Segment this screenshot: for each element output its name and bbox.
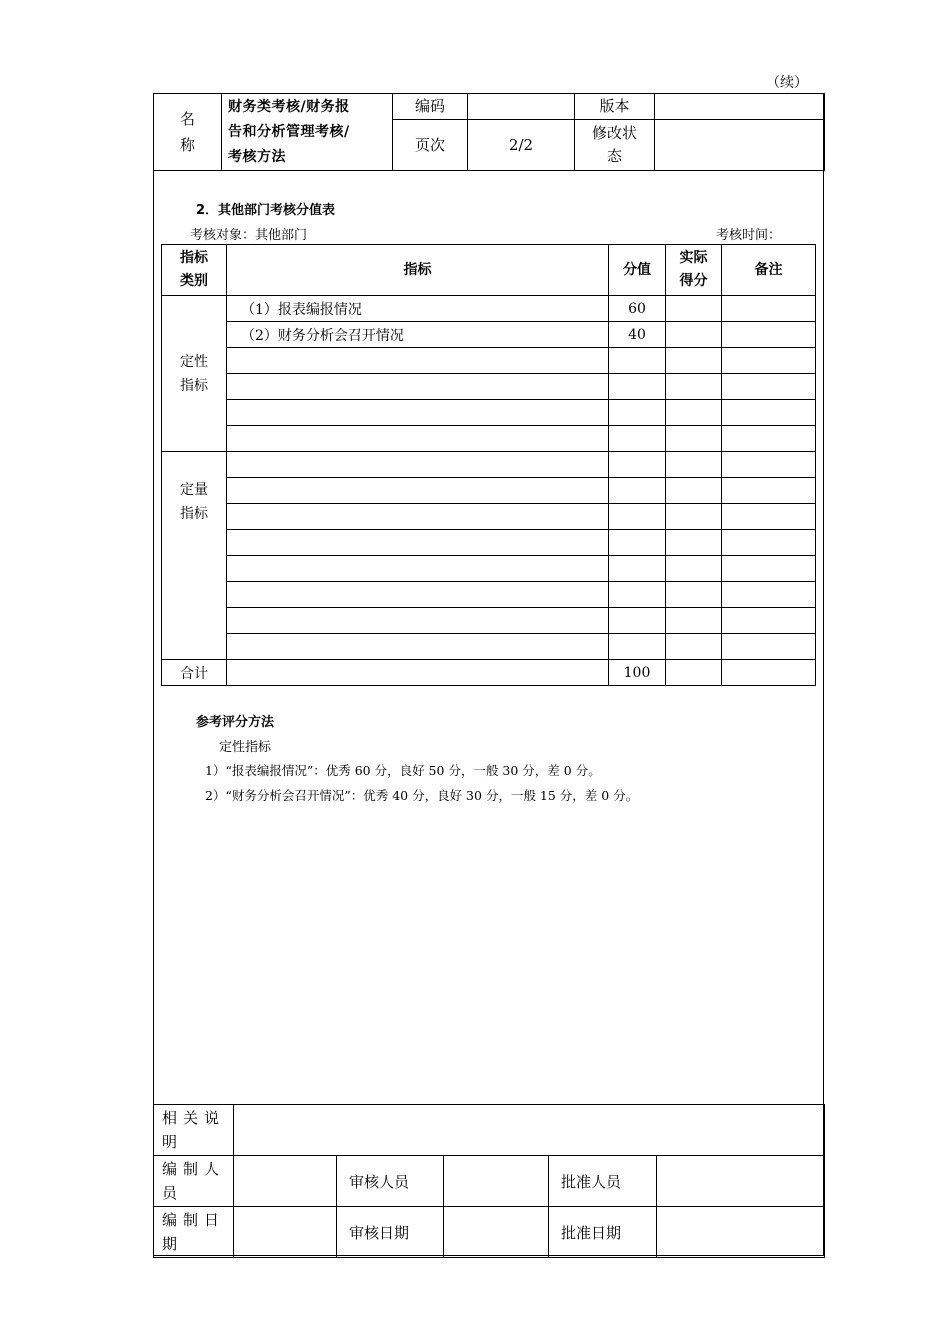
col-header-category-line: 指标 — [180, 250, 208, 266]
table-row — [162, 322, 816, 348]
qualitative-category — [162, 296, 227, 452]
quantitative-category-line: 指标 — [180, 506, 208, 522]
remark-cell[interactable] — [722, 530, 816, 556]
approver-label: 批准人员 — [549, 1156, 657, 1207]
score-cell — [609, 400, 666, 426]
actual-cell[interactable] — [666, 452, 722, 478]
table-row — [162, 634, 816, 660]
remark-cell[interactable] — [722, 426, 816, 452]
table-row — [162, 348, 816, 374]
signature-table — [153, 1104, 825, 1258]
doc-name-line: 考核方法 — [228, 148, 286, 165]
indicator-cell — [227, 452, 609, 478]
score-cell: 40 — [609, 322, 666, 348]
remark-cell[interactable] — [722, 478, 816, 504]
code-label: 编码 — [393, 94, 468, 120]
score-cell — [609, 634, 666, 660]
actual-cell[interactable] — [666, 322, 722, 348]
indicator-cell — [227, 582, 609, 608]
table-row — [162, 478, 816, 504]
score-cell — [609, 478, 666, 504]
indicator-cell — [227, 504, 609, 530]
table-row — [162, 530, 816, 556]
prepared-date-label: 编制日期 — [154, 1207, 234, 1258]
indicator-cell — [227, 478, 609, 504]
indicator-cell — [227, 634, 609, 660]
score-cell — [609, 426, 666, 452]
score-table — [161, 244, 816, 686]
doc-name-line: 财务类考核/财务报 — [228, 98, 350, 115]
header-table — [153, 93, 825, 171]
qualitative-category-line: 指标 — [180, 377, 208, 394]
table-row — [162, 400, 816, 426]
approve-date-label: 批准日期 — [549, 1207, 657, 1258]
actual-cell[interactable] — [666, 634, 722, 660]
remark-cell[interactable] — [722, 634, 816, 660]
reviewer-label: 审核人员 — [337, 1156, 444, 1207]
revision-label-line: 态 — [606, 147, 622, 165]
table-row — [162, 608, 816, 634]
total-actual-cell[interactable] — [666, 660, 722, 686]
table-row — [162, 296, 816, 322]
score-cell — [609, 504, 666, 530]
indicator-cell — [227, 400, 609, 426]
score-cell — [609, 452, 666, 478]
col-header-remark: 备注 — [722, 245, 816, 296]
table-row — [162, 452, 816, 478]
reference-title: 参考评分方法 — [196, 715, 275, 730]
related-notes-label: 相关说明 — [154, 1105, 234, 1156]
indicator-cell — [227, 348, 609, 374]
name-label: 名 称 — [154, 94, 222, 171]
actual-cell[interactable] — [666, 556, 722, 582]
indicator-cell — [227, 530, 609, 556]
remark-cell[interactable] — [722, 504, 816, 530]
table-row — [162, 426, 816, 452]
version-value — [655, 94, 825, 120]
indicator-cell: （2）财务分析会召开情况 — [227, 322, 609, 348]
page-value: 2/2 — [468, 120, 575, 171]
remark-cell[interactable] — [722, 322, 816, 348]
version-label: 版本 — [575, 94, 655, 120]
table-row — [162, 374, 816, 400]
actual-cell[interactable] — [666, 374, 722, 400]
quantitative-category — [162, 452, 227, 660]
actual-cell[interactable] — [666, 504, 722, 530]
code-value — [468, 94, 575, 120]
doc-name-line: 告和分析管理考核/ — [228, 123, 350, 140]
table-row — [162, 556, 816, 582]
total-row — [162, 660, 816, 686]
doc-name — [222, 94, 393, 171]
col-header-indicator: 指标 — [227, 245, 609, 296]
col-header-actual-line: 得分 — [679, 273, 708, 289]
indicator-cell — [227, 556, 609, 582]
reference-subtitle: 定性指标 — [219, 740, 272, 755]
actual-cell[interactable] — [666, 608, 722, 634]
score-cell — [609, 556, 666, 582]
actual-cell[interactable] — [666, 478, 722, 504]
quantitative-category-line: 定量 — [180, 482, 208, 498]
related-notes-value[interactable] — [234, 1105, 825, 1156]
col-header-actual — [666, 245, 722, 296]
total-remark-cell[interactable] — [722, 660, 816, 686]
score-cell — [609, 608, 666, 634]
assessment-time: 考核时间： — [716, 228, 782, 243]
reference-line: 1）“报表编报情况”：优秀 60 分，良好 50 分，一般 30 分，差 0 分。 — [205, 763, 601, 778]
col-header-actual-line: 实际 — [679, 250, 708, 266]
indicator-cell — [227, 374, 609, 400]
remark-cell[interactable] — [722, 374, 816, 400]
total-label: 合计 — [162, 660, 227, 686]
indicator-cell — [227, 426, 609, 452]
approve-date-value[interactable] — [657, 1207, 825, 1258]
section-title: 2．其他部门考核分值表 — [196, 203, 336, 218]
col-header-score: 分值 — [609, 245, 666, 296]
continued-mark: （续） — [766, 75, 808, 91]
table-row — [162, 504, 816, 530]
col-header-category — [162, 245, 227, 296]
assessment-target: 考核对象：其他部门 — [190, 228, 308, 243]
table-row — [162, 582, 816, 608]
total-score: 100 — [609, 660, 666, 686]
actual-cell[interactable] — [666, 582, 722, 608]
remark-cell[interactable] — [722, 348, 816, 374]
remark-cell[interactable] — [722, 400, 816, 426]
review-date-value[interactable] — [444, 1207, 549, 1258]
revision-value — [655, 120, 825, 171]
reference-line: 2）“财务分析会召开情况”：优秀 40 分，良好 30 分，一般 15 分，差 0 分。 — [205, 788, 639, 803]
actual-cell[interactable] — [666, 530, 722, 556]
remark-cell[interactable] — [722, 452, 816, 478]
total-indicator-cell — [227, 660, 609, 686]
prepared-by-label: 编制人员 — [154, 1156, 234, 1207]
actual-cell[interactable] — [666, 348, 722, 374]
revision-label-line: 修改状 — [591, 124, 637, 142]
review-date-label: 审核日期 — [337, 1207, 444, 1258]
page-label: 页次 — [393, 120, 468, 171]
score-cell — [609, 348, 666, 374]
remark-cell[interactable] — [722, 582, 816, 608]
indicator-cell — [227, 608, 609, 634]
remark-cell[interactable] — [722, 608, 816, 634]
actual-cell[interactable] — [666, 296, 722, 322]
remark-cell[interactable] — [722, 296, 816, 322]
score-cell — [609, 582, 666, 608]
actual-cell[interactable] — [666, 400, 722, 426]
indicator-cell: （1）报表编报情况 — [227, 296, 609, 322]
actual-cell[interactable] — [666, 426, 722, 452]
score-cell: 60 — [609, 296, 666, 322]
reviewer-value[interactable] — [444, 1156, 549, 1207]
prepared-date-value[interactable] — [234, 1207, 337, 1258]
prepared-by-value[interactable] — [234, 1156, 337, 1207]
col-header-category-line: 类别 — [180, 273, 208, 289]
revision-label — [575, 120, 655, 171]
score-cell — [609, 374, 666, 400]
score-cell — [609, 530, 666, 556]
approver-value[interactable] — [657, 1156, 825, 1207]
remark-cell[interactable] — [722, 556, 816, 582]
qualitative-category-line: 定性 — [180, 353, 208, 370]
